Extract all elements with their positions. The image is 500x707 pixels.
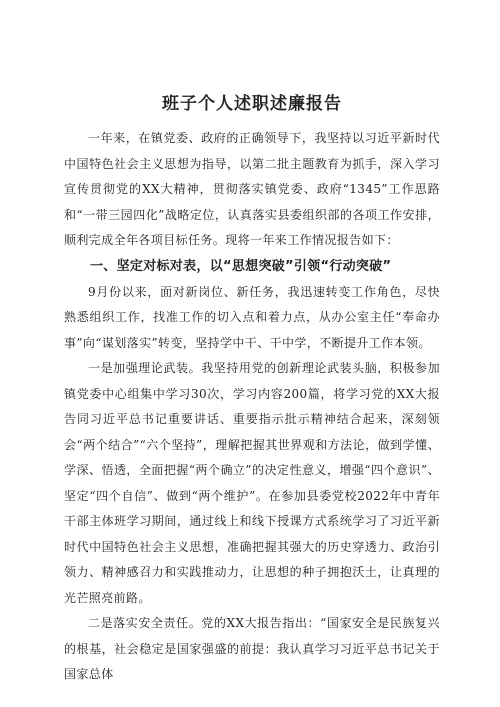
section-1-paragraph-2: 一是加强理论武装。我坚持用党的创新理论武装头脑，积极参加镇党委中心组集中学习30次，学习内容200篇，将学习党的XX大报告同习近平总书记重要讲话、重要指示批示精神结合起来，深刻领会“两个结合”“六个坚持”，理解把握其世界观和方法论，做到学懂、学深、悟透，全面把握“两个确立”的决定性意义，增强“四个意识”、坚定“四个自信”、做到“两个维护”。在参加县委党校2022年中青年干部主体班学习期间，通过线上和线下授课方式系统学习了习近平新时代中国特色社会主义思想，准确把握其强大的历史穿透力、政治引领力、精神感召力和实践推动力，让思想的种子拥抱沃土，让真理的光芒照亮前路。 <box>64 361 440 605</box>
document-title: 班子个人述职述廉报告 <box>162 94 342 114</box>
section-1-paragraph-3: 二是落实安全责任。党的XX大报告指出：“国家安全是民族复兴的根基，社会稳定是国家强盛的前提：我认真学习习近平总书记关于国家总体 <box>64 616 440 681</box>
section-1-heading: 一、坚定对标对表，以“思想突破”引领“行动突破” <box>90 258 392 274</box>
section-1-paragraph-1: 9月份以来，面对新岗位、新任务，我迅速转变工作角色，尽快熟悉组织工作，找准工作的切入点和着力点，从办公室主任“奉命办事”向“谋划落实”转变，坚持学中干、干中学，不断提升工作本领。 <box>64 284 440 350</box>
intro-paragraph: 一年来，在镇党委、政府的正确领导下，我坚持以习近平新时代中国特色社会主义思想为指导，以第二批主题教育为抓手，深入学习宣传贯彻党的XX大精神，贯彻落实镇党委、政府“1345”工作思路和“一带三园四化”战略定位，认真落实县委组织部的各项工作安排，顺利完成全年各项目标任务。现将一年来工作情况报告如下： <box>64 131 440 247</box>
